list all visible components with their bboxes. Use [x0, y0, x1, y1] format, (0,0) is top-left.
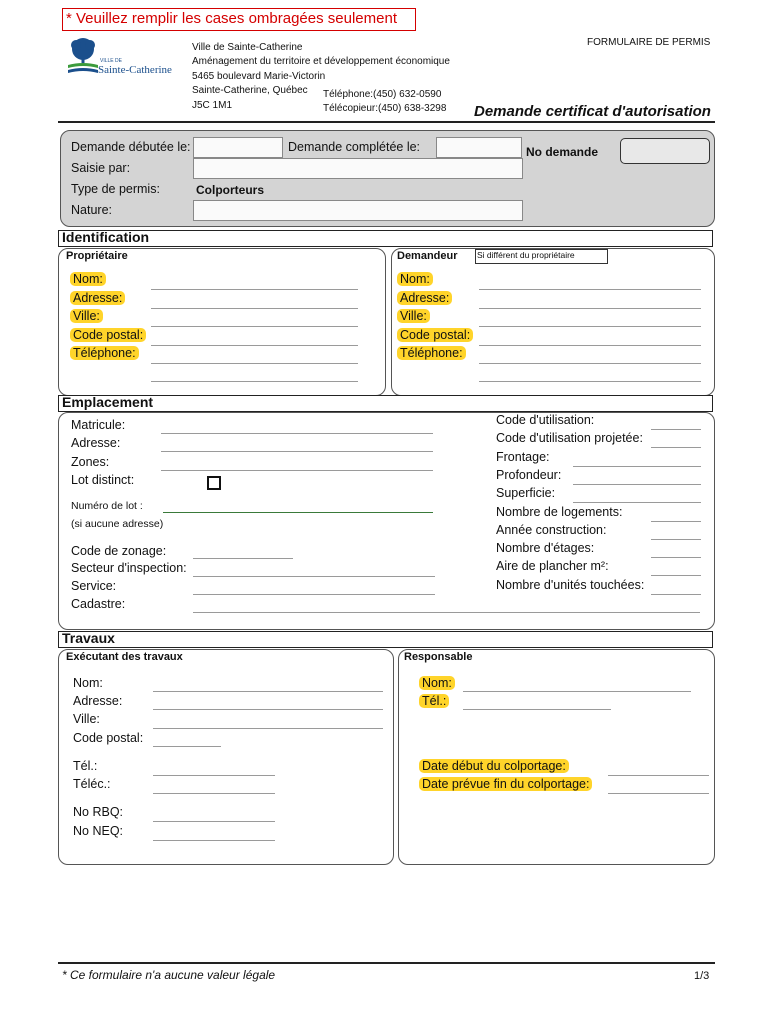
owner-field-label: Ville: [70, 309, 103, 323]
entered-by-label: Saisie par: [71, 161, 131, 175]
identification-header [58, 230, 713, 247]
executant-field-label: Adresse: [73, 694, 123, 708]
form-type: FORMULAIRE DE PERMIS [587, 37, 711, 48]
inspection-sector-input[interactable] [193, 576, 435, 577]
no-address-note: (si aucune adresse) [71, 518, 164, 530]
owner-field-input[interactable] [151, 326, 358, 327]
end-date-input[interactable] [608, 793, 709, 794]
applicant-field-label: Nom: [397, 272, 433, 286]
owner-title: Propriétaire [66, 250, 128, 262]
emplacement-left-label: Adresse: [71, 436, 121, 450]
emplacement-left2-label: Cadastre: [71, 597, 126, 611]
owner-field-input[interactable] [151, 363, 358, 364]
nature-field[interactable] [193, 200, 523, 221]
emplacement-left-input[interactable] [161, 470, 433, 471]
emplacement-right-label: Nombre de logements: [496, 504, 623, 519]
executant-title: Exécutant des travaux [66, 651, 183, 663]
emplacement-left-label: Zones: [71, 455, 110, 469]
request-no-label: No demande [526, 145, 599, 159]
executant-postal-input[interactable] [153, 746, 221, 747]
started-label: Demande débutée le: [71, 140, 191, 154]
owner-field-input[interactable] [151, 289, 358, 290]
emplacement-right-input[interactable] [651, 539, 701, 540]
emplacement-left-input[interactable] [161, 451, 433, 452]
emplacement-title: Emplacement [62, 394, 154, 410]
emplacement-right-input[interactable] [651, 594, 701, 595]
owner-field-label: Nom: [70, 272, 106, 286]
executant-field-label: Nom: [73, 676, 103, 690]
page-number: 1/3 [694, 970, 710, 982]
applicant-field-input[interactable] [479, 289, 701, 290]
logo-name: Sainte-Catherine [98, 64, 172, 76]
responsible-phone-input[interactable] [463, 709, 611, 710]
owner-field-label: Adresse: [70, 291, 125, 305]
emplacement-right-input[interactable] [573, 502, 701, 503]
nature-label: Nature: [71, 203, 112, 217]
rbq-label: No RBQ: [73, 805, 124, 819]
responsible-name-input[interactable] [463, 691, 691, 692]
permit-type-value: Colporteurs [196, 183, 265, 197]
end-date-label: Date prévue fin du colportage: [419, 777, 592, 791]
start-date-label: Date début du colportage: [419, 759, 569, 773]
fax-number: Télécopieur:(450) 638-3298 [323, 103, 447, 114]
form-title: Demande certificat d'autorisation [474, 103, 711, 120]
zoning-code-input[interactable] [193, 558, 293, 559]
applicant-field-label: Téléphone: [397, 346, 466, 360]
emplacement-right-label: Aire de plancher m²: [496, 559, 609, 574]
address-line-1: Ville de Sainte-Catherine [192, 42, 303, 53]
emplacement-right-label: Code d'utilisation: [496, 413, 595, 427]
applicant-field-label: Code postal: [397, 328, 473, 342]
applicant-field-input[interactable] [479, 326, 701, 327]
executant-fax-label: Téléc.: [73, 777, 111, 791]
rbq-input[interactable] [153, 821, 275, 822]
applicant-field-input[interactable] [479, 308, 701, 309]
entered-by-field[interactable] [193, 158, 523, 179]
responsible-name-label: Nom: [419, 676, 455, 690]
address-line-2: Aménagement du territoire et développement économique [192, 56, 450, 67]
title-rule [58, 121, 715, 123]
emplacement-right-label: Code d'utilisation projetée: [496, 431, 643, 446]
owner-field-label: Téléphone: [70, 346, 139, 360]
emplacement-right-label: Nombre d'unités touchées: [496, 577, 645, 592]
service-input[interactable] [193, 594, 435, 595]
completed-label: Demande complétée le: [288, 140, 421, 154]
travaux-header [58, 631, 713, 648]
applicant-field-label: Ville: [397, 309, 430, 323]
footer-note: * Ce formulaire n'a aucune valeur légale [62, 968, 276, 982]
lot-distinct-checkbox[interactable] [207, 476, 221, 490]
emplacement-right-label: Frontage: [496, 449, 550, 464]
start-date-input[interactable] [608, 775, 709, 776]
permit-type-label: Type de permis: [71, 182, 160, 196]
emplacement-right-input[interactable] [651, 557, 701, 558]
applicant-panel [391, 248, 715, 396]
emplacement-right-label: Nombre d'étages: [496, 541, 595, 556]
emplacement-header [58, 395, 713, 412]
executant-city-input[interactable] [153, 728, 383, 729]
emplacement-left-label: Matricule: [71, 418, 126, 432]
emplacement-right-label: Année construction: [496, 522, 607, 537]
applicant-title: Demandeur [397, 250, 458, 262]
emplacement-left-label: Lot distinct: [71, 473, 135, 487]
neq-label: No NEQ: [73, 824, 124, 838]
owner-field-label: Code postal: [70, 328, 146, 342]
lot-number-label: Numéro de lot : [71, 500, 143, 512]
phone-number: Téléphone:(450) 632-0590 [323, 89, 442, 100]
executant-phone-label: Tél.: [73, 759, 98, 773]
owner-field-input[interactable] [151, 308, 358, 309]
emplacement-right-label: Superficie: [496, 486, 556, 501]
emplacement-right-input[interactable] [651, 447, 701, 448]
emplacement-right-input[interactable] [651, 575, 701, 576]
executant-field-label: Code postal: [73, 731, 144, 745]
identification-title: Identification [62, 229, 150, 245]
applicant-field-label: Adresse: [397, 291, 452, 305]
responsible-phone-label: Tél.: [419, 694, 449, 708]
address-line-4: Sainte-Catherine, Québec [192, 85, 308, 96]
neq-input[interactable] [153, 840, 275, 841]
emplacement-left2-label: Secteur d'inspection: [71, 561, 187, 575]
cadastre-input[interactable] [193, 612, 700, 613]
executant-phone-input[interactable] [153, 775, 275, 776]
emplacement-left-input[interactable] [161, 433, 433, 434]
city-logo-icon [66, 36, 100, 78]
completed-date-field[interactable] [436, 137, 522, 158]
owner-field-input[interactable] [151, 345, 358, 346]
applicant-field-input[interactable] [479, 345, 701, 346]
footer-rule [58, 962, 715, 964]
applicant-note: Si différent du propriétaire [477, 250, 575, 260]
executant-fax-input[interactable] [153, 793, 275, 794]
executant-field-label: Ville: [73, 712, 100, 726]
executant-address-input[interactable] [153, 709, 383, 710]
started-date-field[interactable] [193, 137, 283, 158]
owner-extra-line[interactable] [151, 381, 358, 382]
address-line-5: J5C 1M1 [192, 100, 233, 111]
emplacement-right-input[interactable] [651, 521, 701, 522]
owner-panel [58, 248, 386, 396]
warning-text: * Veuillez remplir les cases ombragées seulement [66, 10, 397, 27]
applicant-field-input[interactable] [479, 363, 701, 364]
responsible-title: Responsable [404, 651, 473, 663]
emplacement-right-input[interactable] [651, 429, 701, 430]
emplacement-left2-label: Service: [71, 579, 117, 593]
address-line-3: 5465 boulevard Marie-Victorin [192, 71, 326, 82]
emplacement-right-label: Profondeur: [496, 467, 562, 482]
lot-number-field[interactable] [163, 512, 433, 513]
applicant-extra-line[interactable] [479, 381, 701, 382]
emplacement-right-input[interactable] [573, 466, 701, 467]
emplacement-right-input[interactable] [573, 484, 701, 485]
travaux-title: Travaux [62, 630, 115, 646]
executant-name-input[interactable] [153, 691, 383, 692]
logo-small-text: VILLE DE [100, 58, 122, 64]
emplacement-left2-label: Code de zonage: [71, 544, 167, 558]
request-no-field[interactable] [620, 138, 710, 164]
